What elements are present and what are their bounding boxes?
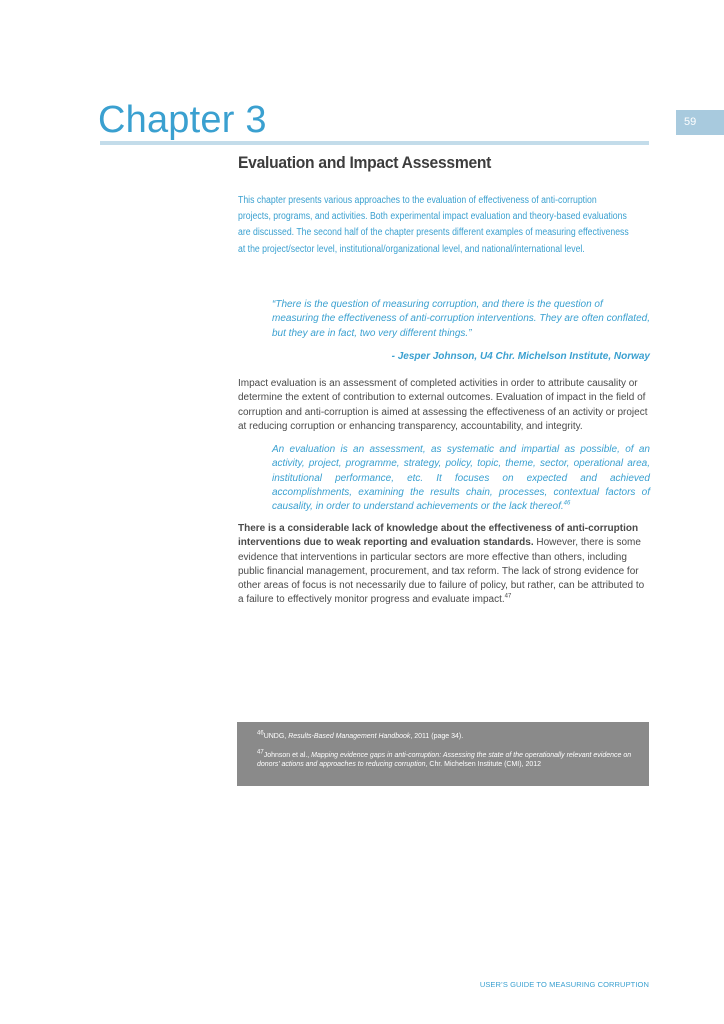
footnote-text: UNDG, bbox=[263, 733, 289, 740]
footnote-number: 47 bbox=[257, 749, 264, 756]
footnotes-box bbox=[237, 722, 649, 786]
body-paragraph-impact-evaluation: Impact evaluation is an assessment of completed activities in order to attribute causality or determine the extent of contribution to external outcomes. Evaluation of impact in the field of corruption and anti-corruption is aimed at assessing the effectiveness of an activity or project at reducing corruption or enhancing transparency, accountability, and integrity. bbox=[238, 378, 648, 432]
running-footer: USER’S GUIDE TO MEASURING CORRUPTION bbox=[479, 980, 649, 989]
footnote-text: , Chr. Michelsen Institute (CMI), 2012 bbox=[425, 761, 542, 768]
footnote-text: Johnson et al., bbox=[263, 751, 312, 759]
footnote-title: Mapping evidence gaps in anti-corruption: Assessing the state of the operationally relevant evidence on donors’ actions and approaches to reducing corruption bbox=[257, 751, 632, 768]
body-paragraph-knowledge-gap bbox=[238, 522, 650, 608]
definition-text: An evaluation is an assessment, as systematic and impartial as possible, of an activity, project, programme, strategy, policy, topic, theme, sector, operational area, institutional performance, etc. It focuses on expected and achieved accomplishments, examining the results chain, processes, contextual factors of causality, in order to understand achievements or the lack thereof. bbox=[272, 444, 650, 513]
quote-attribution: - Jesper Johnson, U4 Chr. Michelson Institute, Norway bbox=[391, 351, 650, 362]
key-finding-bold: There is a considerable lack of knowledge about the effectiveness of anti-corruption interventions due to weak reporting and evaluation standards. bbox=[238, 523, 639, 549]
chapter-title: Chapter 3 bbox=[98, 99, 267, 141]
pull-quote: “There is the question of measuring corruption, and there is the question of measuring the effectiveness of anti-corruption interventions. They are often conflated, but they are in fact, two very different things.” bbox=[272, 299, 650, 339]
footnote-text: , 2011 (page 34). bbox=[410, 733, 464, 740]
section-heading: Evaluation and Impact Assessment bbox=[238, 153, 492, 172]
footnote-ref-47[interactable]: 47 bbox=[504, 594, 512, 601]
page-number-tab: 59 bbox=[676, 110, 724, 135]
footnote-number: 46 bbox=[257, 730, 264, 737]
footnote-46 bbox=[257, 732, 635, 742]
footnote-47 bbox=[257, 751, 635, 770]
evaluation-definition-quote bbox=[272, 443, 650, 514]
footnote-ref-46[interactable]: 46 bbox=[563, 500, 571, 507]
paragraph-text: However, there is some evidence that interventions in particular sectors are more effective than others, including public financial management, procurement, and tax reform. The lack of strong evidence for other areas of focus is not necessarily due to failure of policy, but rather, can be attributed to a failure to effectively monitor progress and evaluate impact. bbox=[238, 537, 645, 606]
footnote-title: Results-Based Management Handbook bbox=[288, 733, 411, 740]
chapter-rule bbox=[100, 141, 649, 145]
chapter-intro: This chapter presents various approaches to the evaluation of effectiveness of anti-corruption projects, programs, and activities. Both experimental impact evaluation and theory-based evaluations are discussed. The second half of the chapter presents different examples of measuring effectiveness at the project/sector level, institutional/organizational level, and national/international level. bbox=[238, 195, 629, 255]
